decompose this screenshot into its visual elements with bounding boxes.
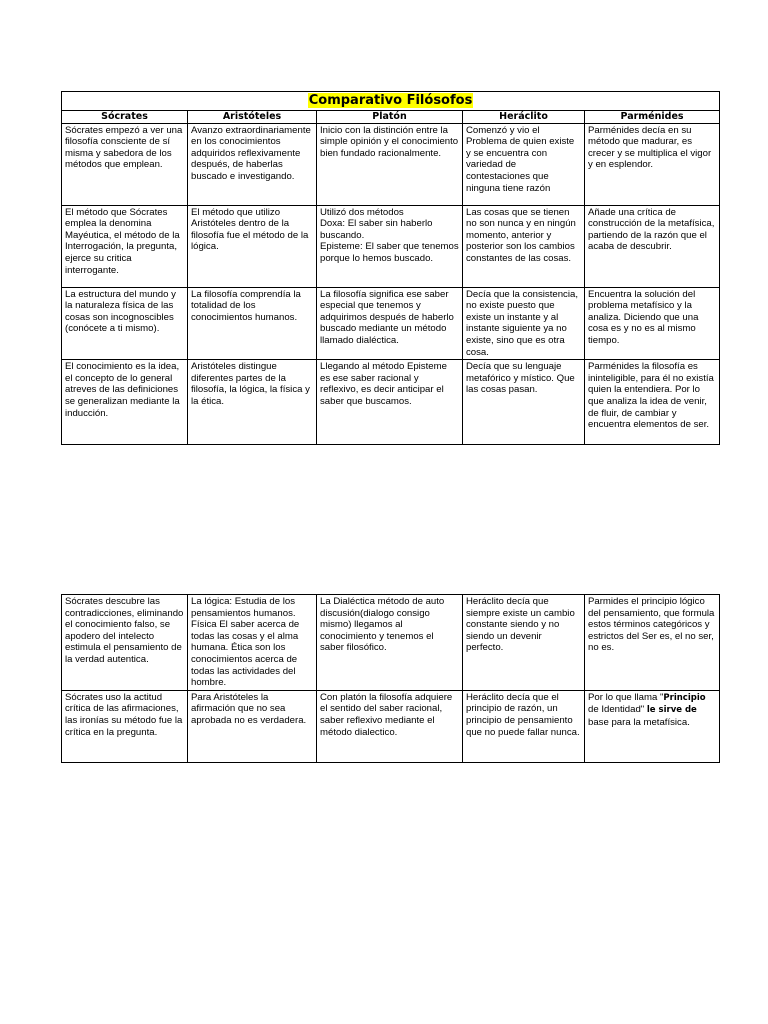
table-cell: Con platón la filosofía adquiere el sentido del saber racional, saber reflexivo mediante el método dialectico. bbox=[317, 690, 463, 762]
table-row bbox=[62, 123, 720, 205]
table-row bbox=[62, 205, 720, 287]
table-cell: Para Aristóteles la afirmación que no sea aprobada no es verdadera. bbox=[188, 690, 317, 762]
table-cell: Utilizó dos métodos Doxa: El saber sin haberlo buscando. Episteme: El saber que tenemos porque lo hemos buscado. bbox=[317, 205, 463, 287]
table-cell: La lógica: Estudia de los pensamientos humanos. Física El saber acerca de todas las cosas y el alma humana. Ética son los conocimientos acerca de todas las actividades del hombre. bbox=[188, 595, 317, 691]
comparison-table-bottom bbox=[61, 594, 720, 763]
cell-text: Por lo que llama " bbox=[588, 691, 664, 703]
header-platon: Platón bbox=[317, 111, 463, 124]
table-cell: La filosofía significa ese saber especial que tenemos y adquirimos después de haberlo buscado mediante un método llamado dialéctica. bbox=[317, 287, 463, 360]
comparison-table-top bbox=[61, 91, 720, 445]
table-cell: El conocimiento es la idea, el concepto de lo general atreves de las definiciones se generalizan mediante la inducción. bbox=[62, 360, 188, 445]
table-cell: Decía que su lenguaje metafórico y místico. Que las cosas pasan. bbox=[463, 360, 585, 445]
table-cell: Sócrates descubre las contradicciones, eliminando el conocimiento falso, se apodero del intelecto estimula el pensamiento de la verdad autentica. bbox=[62, 595, 188, 691]
table-cell: Parménides decía en su método que madurar, es crecer y se multiplica el vigor y en esplendor. bbox=[585, 123, 720, 205]
table-cell: La Dialéctica método de auto discusión(dialogo consigo mismo) llegamos al conocimiento y tenemos el saber filosófico. bbox=[317, 595, 463, 691]
table-cell: Comenzó y vio el Problema de quien existe y se encuentra con variedad de contestaciones que ninguna tiene razón bbox=[463, 123, 585, 205]
table-title: Comparativo Filósofos bbox=[308, 93, 473, 108]
table-cell: Aristóteles distingue diferentes partes de la filosofía, la lógica, la física y la ética. bbox=[188, 360, 317, 445]
table-cell: Encuentra la solución del problema metafísico y la analiza. Diciendo que una cosa es y no es al mismo tiempo. bbox=[585, 287, 720, 360]
table-cell: Heráclito decía que siempre existe un cambio constante siendo y no siendo un devenir perfecto. bbox=[463, 595, 585, 691]
table-row bbox=[62, 690, 720, 762]
table-cell: Llegando al método Episteme es ese saber racional y reflexivo, es decir anticipar el saber que buscamos. bbox=[317, 360, 463, 445]
table-cell: Inicio con la distinción entre la simple opinión y el conocimiento bien fundado racionalmente. bbox=[317, 123, 463, 205]
header-parmenides: Parménides bbox=[585, 111, 720, 124]
table-cell: Parmides el principio lógico del pensamiento, que formula estos términos categóricos y estrictos del Ser es, el no ser, no es. bbox=[585, 595, 720, 691]
table-cell: Heráclito decía que el principio de razón, un principio de pensamiento que no puede fallar nunca. bbox=[463, 690, 585, 762]
table-row bbox=[62, 287, 720, 360]
table-cell: Avanzo extraordinariamente en los conocimientos adquiridos reflexivamente después, de haberlas buscado e investigando. bbox=[188, 123, 317, 205]
cell-text: de Identidad" bbox=[588, 704, 647, 716]
cell-text: base para la metafísica. bbox=[588, 716, 690, 728]
table-cell: El método que Sócrates emplea la denomina Mayéutica, el método de la Interrogación, la pregunta, ejerce su critica interrogante. bbox=[62, 205, 188, 287]
table-cell bbox=[585, 690, 720, 762]
header-aristoteles: Aristóteles bbox=[188, 111, 317, 124]
table-cell: La estructura del mundo y la naturaleza física de las cosas son incognoscibles (conócete a ti mismo). bbox=[62, 287, 188, 360]
table-cell: Sócrates empezó a ver una filosofía consciente de sí misma y sabedora de los métodos que emplean. bbox=[62, 123, 188, 205]
table-cell: Las cosas que se tienen no son nunca y en ningún momento, anterior y posterior son los cambios constantes de las cosas. bbox=[463, 205, 585, 287]
table-cell: El método que utilizo Aristóteles dentro de la filosofía fue el método de la lógica. bbox=[188, 205, 317, 287]
table-cell: Añade una crítica de construcción de la metafísica, partiendo de la razón que el acaba de descubrir. bbox=[585, 205, 720, 287]
header-row bbox=[62, 111, 720, 124]
header-heraclito: Heráclito bbox=[463, 111, 585, 124]
table-row bbox=[62, 595, 720, 691]
table-cell: Parménides la filosofía es ininteligible, para él no existía quien la entendiera. Por lo que analiza la idea de venir, de fluir, de cambiar y encuentra elementos de ser. bbox=[585, 360, 720, 445]
table-title-cell bbox=[62, 92, 720, 111]
table-row bbox=[62, 360, 720, 445]
table-cell: La filosofía comprendía la totalidad de los conocimientos humanos. bbox=[188, 287, 317, 360]
cell-text-bold: Principio bbox=[663, 692, 706, 703]
table-cell: Sócrates uso la actitud crítica de las afirmaciones, las ironías su método fue la crítica en la pregunta. bbox=[62, 690, 188, 762]
cell-text-bold: le sirve de bbox=[646, 705, 697, 716]
table-cell: Decía que la consistencia, no existe puesto que existe un instante y al instante siguiente ya no existe, sino que es otra cosa. bbox=[463, 287, 585, 360]
header-socrates: Sócrates bbox=[62, 111, 188, 124]
